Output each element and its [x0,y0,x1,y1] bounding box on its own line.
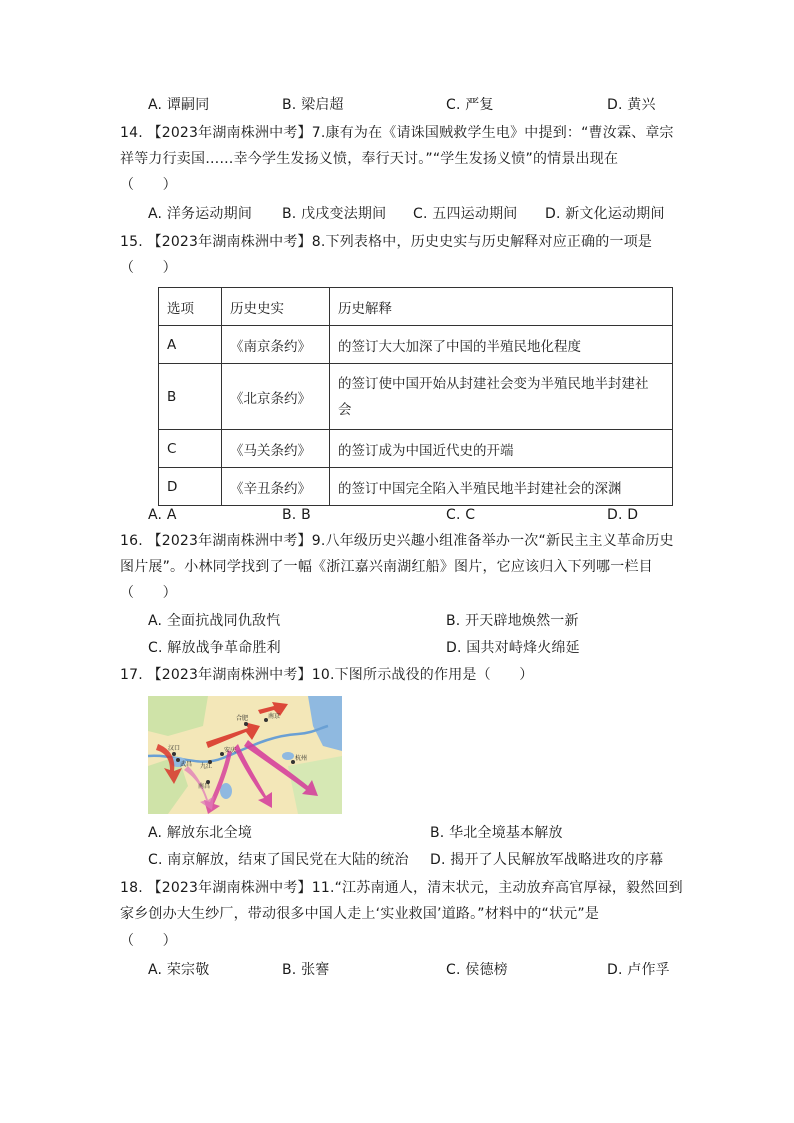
table-row [159,468,673,506]
q18-option-b: B. 张謇 [282,962,330,978]
q17-stem-line-1: 17. 【2023年湖南株洲中考】10.下图所示战役的作用是（ ） [120,667,534,683]
map-label: 南昌 [198,783,211,790]
q18-stem-line-2: 家乡创办大生纱厂，带动很多中国人走上‘实业救国’道路。”材料中的“状元”是 [120,906,600,922]
q18-option-a: A. 荣宗敬 [148,962,210,978]
q13-option-a: A. 谭嗣同 [148,97,210,113]
q16-stem-line-1: 16. 【2023年湖南株洲中考】9.八年级历史兴趣小组准备举办一次“新民主主义革命历史 [120,533,674,549]
q17-option-b: B. 华北全境基本解放 [430,825,563,841]
q13-option-c: C. 严复 [446,97,494,113]
table-cell: 的签订成为中国近代史的开端 [330,430,673,468]
q14-option-c: C. 五四运动期间 [413,206,518,222]
q18-option-c: C. 侯德榜 [446,962,508,978]
q13-option-d: D. 黄兴 [607,97,656,113]
q15-stem-line-1: 15. 【2023年湖南株洲中考】8.下列表格中，历史史实与历史解释对应正确的一项是 [120,234,653,250]
q18-option-d: D. 卢作孚 [607,962,670,978]
map-label: 安庆 [224,747,237,754]
table-header: 历史解释 [330,288,673,326]
q16-stem-line-3: （ ） [120,585,177,601]
map-label: 武昌 [180,761,193,768]
table-cell-line: 的签订使中国开始从封建社会变为半殖民地半封建社 [338,375,649,392]
table-cell [330,364,673,430]
table-header: 历史史实 [222,288,330,326]
q15-option-a: A. A [148,507,177,523]
q16-option-c: C. 解放战争革命胜利 [148,640,281,656]
map-label: 九江 [200,763,213,770]
table-cell: 《马关条约》 [222,430,330,468]
map-label: 杭州 [295,755,308,762]
q15-option-c: C. C [446,507,476,523]
city-marker [172,752,176,756]
table-cell: 《南京条约》 [222,326,330,364]
map-label: 合肥 [236,715,249,722]
q14-option-b: B. 戊戌变法期间 [282,206,387,222]
q14-stem-line-1: 14. 【2023年湖南株洲中考】7.康有为在《请诛国贼救学生电》中提到：“曹汝霖、章宗 [120,125,674,141]
q15-option-d: D. D [607,507,639,523]
table-cell: 《辛丑条约》 [222,468,330,506]
table-row [159,326,673,364]
q15-stem-line-2: （ ） [120,260,177,276]
q16-option-b: B. 开天辟地焕然一新 [446,613,579,629]
q17-option-d: D. 揭开了人民解放军战略进攻的序幕 [430,852,664,868]
q16-option-a: A. 全面抗战同仇敌忾 [148,613,281,629]
city-marker [244,722,248,726]
q14-stem-line-2: 祥等力行卖国……幸今学生发扬义愤，奉行天讨。”“学生发扬义愤”的情景出现在 [120,151,619,167]
map-label: 南京 [268,713,281,720]
table-cell: 《北京条约》 [222,364,330,430]
campaign-map [148,696,342,814]
q13-option-b: B. 梁启超 [282,97,344,113]
map-lake [220,783,232,799]
map-label: 汉口 [168,745,181,752]
table-cell: A [159,326,222,364]
table-cell: C [159,430,222,468]
history-table [158,287,673,506]
q14-option-d: D. 新文化运动期间 [545,206,665,222]
q16-option-d: D. 国共对峙烽火绵延 [446,640,580,656]
q14-stem-line-3: （ ） [120,177,177,193]
table-cell: 的签订中国完全陷入半殖民地半封建社会的深渊 [330,468,673,506]
q15-option-b: B. B [282,507,311,523]
table-cell-line: 会 [338,401,352,418]
table-row [159,430,673,468]
table-header-row [159,288,673,326]
table-cell: B [159,364,222,430]
q18-stem-line-1: 18. 【2023年湖南株洲中考】11.“江苏南通人，清末状元，主动放弃高官厚禄，毅然回到 [120,880,683,896]
q17-option-c: C. 南京解放，结束了国民党在大陆的统治 [148,852,409,868]
q14-option-a: A. 洋务运动期间 [148,206,253,222]
map-lake [282,752,294,760]
table-row [159,364,673,430]
table-cell: 的签订大大加深了中国的半殖民地化程度 [330,326,673,364]
q18-stem-line-3: （ ） [120,933,177,949]
table-header: 选项 [159,288,222,326]
table-cell: D [159,468,222,506]
q16-stem-line-2: 图片展”。小林同学找到了一幅《浙江嘉兴南湖红船》图片，它应该归入下列哪一栏目 [120,559,653,575]
q17-option-a: A. 解放东北全境 [148,825,253,841]
